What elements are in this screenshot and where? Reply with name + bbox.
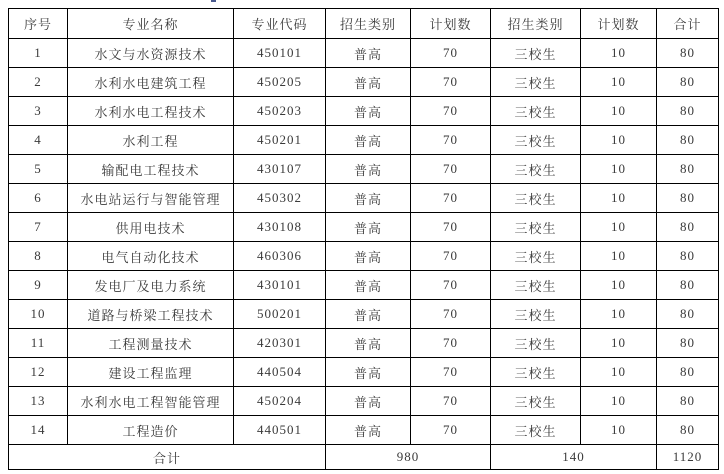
table-row (9, 184, 719, 213)
cell-category2: 三校生 (491, 126, 581, 155)
cell-plan2: 10 (581, 242, 657, 271)
cell-no: 9 (9, 271, 68, 300)
cell-plan2: 10 (581, 271, 657, 300)
cell-major-name: 水电站运行与智能管理 (68, 184, 234, 213)
table-footer-row (9, 445, 719, 470)
cell-plan1: 70 (411, 213, 491, 242)
cell-major-code: 440504 (234, 358, 326, 387)
footer-cell-plan2-total: 140 (491, 445, 657, 470)
cell-category2: 三校生 (491, 387, 581, 416)
cell-no: 2 (9, 68, 68, 97)
footer-cell-plan1-total: 980 (326, 445, 491, 470)
cell-major-code: 500201 (234, 300, 326, 329)
cell-no: 3 (9, 97, 68, 126)
cell-no: 14 (9, 416, 68, 445)
footer-cell-label: 合计 (9, 445, 326, 470)
cell-plan2: 10 (581, 300, 657, 329)
cell-total: 80 (657, 213, 719, 242)
cell-category1: 普高 (326, 126, 411, 155)
enrollment-plan-table (8, 8, 719, 470)
cell-total: 80 (657, 68, 719, 97)
cell-category1: 普高 (326, 387, 411, 416)
cell-category2: 三校生 (491, 329, 581, 358)
cell-total: 80 (657, 387, 719, 416)
cell-plan2: 10 (581, 155, 657, 184)
cell-category2: 三校生 (491, 39, 581, 68)
cell-category1: 普高 (326, 358, 411, 387)
cell-major-code: 450204 (234, 387, 326, 416)
cropped-title-artifact (211, 0, 216, 2)
cell-plan2: 10 (581, 68, 657, 97)
cell-major-name: 供用电技术 (68, 213, 234, 242)
cell-major-name: 电气自动化技术 (68, 242, 234, 271)
table-row (9, 39, 719, 68)
cell-total: 80 (657, 416, 719, 445)
header-cell-category2: 招生类别 (491, 9, 581, 39)
cell-category1: 普高 (326, 155, 411, 184)
cell-major-code: 450201 (234, 126, 326, 155)
cell-plan1: 70 (411, 155, 491, 184)
cell-major-code: 420301 (234, 329, 326, 358)
cell-no: 6 (9, 184, 68, 213)
table-row (9, 213, 719, 242)
cell-major-name: 道路与桥梁工程技术 (68, 300, 234, 329)
cell-major-name: 输配电工程技术 (68, 155, 234, 184)
cell-plan2: 10 (581, 358, 657, 387)
cell-no: 1 (9, 39, 68, 68)
cell-total: 80 (657, 155, 719, 184)
cell-category2: 三校生 (491, 358, 581, 387)
cell-category2: 三校生 (491, 184, 581, 213)
cell-major-code: 450101 (234, 39, 326, 68)
cell-total: 80 (657, 329, 719, 358)
cell-plan2: 10 (581, 416, 657, 445)
cell-plan1: 70 (411, 416, 491, 445)
header-cell-no: 序号 (9, 9, 68, 39)
cell-plan2: 10 (581, 97, 657, 126)
cell-major-name: 建设工程监理 (68, 358, 234, 387)
cell-no: 13 (9, 387, 68, 416)
cell-total: 80 (657, 358, 719, 387)
cell-plan2: 10 (581, 213, 657, 242)
cell-plan1: 70 (411, 184, 491, 213)
cell-major-name: 水利水电建筑工程 (68, 68, 234, 97)
cell-category2: 三校生 (491, 416, 581, 445)
cell-category1: 普高 (326, 213, 411, 242)
table-row (9, 155, 719, 184)
cell-plan2: 10 (581, 387, 657, 416)
table-row (9, 97, 719, 126)
cell-category1: 普高 (326, 300, 411, 329)
cell-plan2: 10 (581, 39, 657, 68)
cell-plan2: 10 (581, 184, 657, 213)
cell-plan1: 70 (411, 387, 491, 416)
cell-category2: 三校生 (491, 300, 581, 329)
cell-major-code: 450302 (234, 184, 326, 213)
cell-category1: 普高 (326, 242, 411, 271)
cell-total: 80 (657, 97, 719, 126)
cell-major-code: 430101 (234, 271, 326, 300)
cell-plan1: 70 (411, 271, 491, 300)
cell-major-name: 工程测量技术 (68, 329, 234, 358)
cell-plan1: 70 (411, 97, 491, 126)
table-row (9, 271, 719, 300)
cell-no: 4 (9, 126, 68, 155)
cell-plan1: 70 (411, 39, 491, 68)
cell-major-code: 440501 (234, 416, 326, 445)
cell-no: 7 (9, 213, 68, 242)
cell-category2: 三校生 (491, 155, 581, 184)
cell-total: 80 (657, 300, 719, 329)
cell-plan1: 70 (411, 300, 491, 329)
cell-total: 80 (657, 184, 719, 213)
cell-category2: 三校生 (491, 271, 581, 300)
table-row (9, 300, 719, 329)
cell-category2: 三校生 (491, 97, 581, 126)
table-row (9, 242, 719, 271)
cell-major-code: 430107 (234, 155, 326, 184)
cell-major-name: 发电厂及电力系统 (68, 271, 234, 300)
cell-no: 12 (9, 358, 68, 387)
header-cell-plan1: 计划数 (411, 9, 491, 39)
cell-plan1: 70 (411, 358, 491, 387)
table-row (9, 126, 719, 155)
cell-major-name: 水利水电工程智能管理 (68, 387, 234, 416)
cell-category1: 普高 (326, 329, 411, 358)
cell-major-code: 450205 (234, 68, 326, 97)
cell-major-name: 水利工程 (68, 126, 234, 155)
cell-category1: 普高 (326, 68, 411, 97)
cell-plan1: 70 (411, 329, 491, 358)
cell-total: 80 (657, 39, 719, 68)
cell-major-code: 430108 (234, 213, 326, 242)
cell-major-name: 工程造价 (68, 416, 234, 445)
cell-major-name: 水利水电工程技术 (68, 97, 234, 126)
cell-category2: 三校生 (491, 213, 581, 242)
cell-no: 8 (9, 242, 68, 271)
cell-category1: 普高 (326, 39, 411, 68)
header-cell-major-name: 专业名称 (68, 9, 234, 39)
table-row (9, 358, 719, 387)
table-row (9, 387, 719, 416)
cell-category1: 普高 (326, 416, 411, 445)
cell-category2: 三校生 (491, 68, 581, 97)
table-header-row (9, 9, 719, 39)
cell-total: 80 (657, 242, 719, 271)
table-row (9, 68, 719, 97)
header-cell-category1: 招生类别 (326, 9, 411, 39)
cell-category1: 普高 (326, 271, 411, 300)
cell-category2: 三校生 (491, 242, 581, 271)
footer-cell-grand-total: 1120 (657, 445, 719, 470)
cell-no: 5 (9, 155, 68, 184)
cell-plan2: 10 (581, 126, 657, 155)
table-row (9, 329, 719, 358)
cell-total: 80 (657, 271, 719, 300)
cell-plan2: 10 (581, 329, 657, 358)
cell-major-code: 450203 (234, 97, 326, 126)
cell-no: 10 (9, 300, 68, 329)
cell-major-name: 水文与水资源技术 (68, 39, 234, 68)
cell-plan1: 70 (411, 242, 491, 271)
cell-plan1: 70 (411, 68, 491, 97)
cell-category1: 普高 (326, 184, 411, 213)
header-cell-total: 合计 (657, 9, 719, 39)
cell-plan1: 70 (411, 126, 491, 155)
header-cell-plan2: 计划数 (581, 9, 657, 39)
table-row (9, 416, 719, 445)
cell-no: 11 (9, 329, 68, 358)
cell-major-code: 460306 (234, 242, 326, 271)
header-cell-major-code: 专业代码 (234, 9, 326, 39)
cell-category1: 普高 (326, 97, 411, 126)
cell-total: 80 (657, 126, 719, 155)
